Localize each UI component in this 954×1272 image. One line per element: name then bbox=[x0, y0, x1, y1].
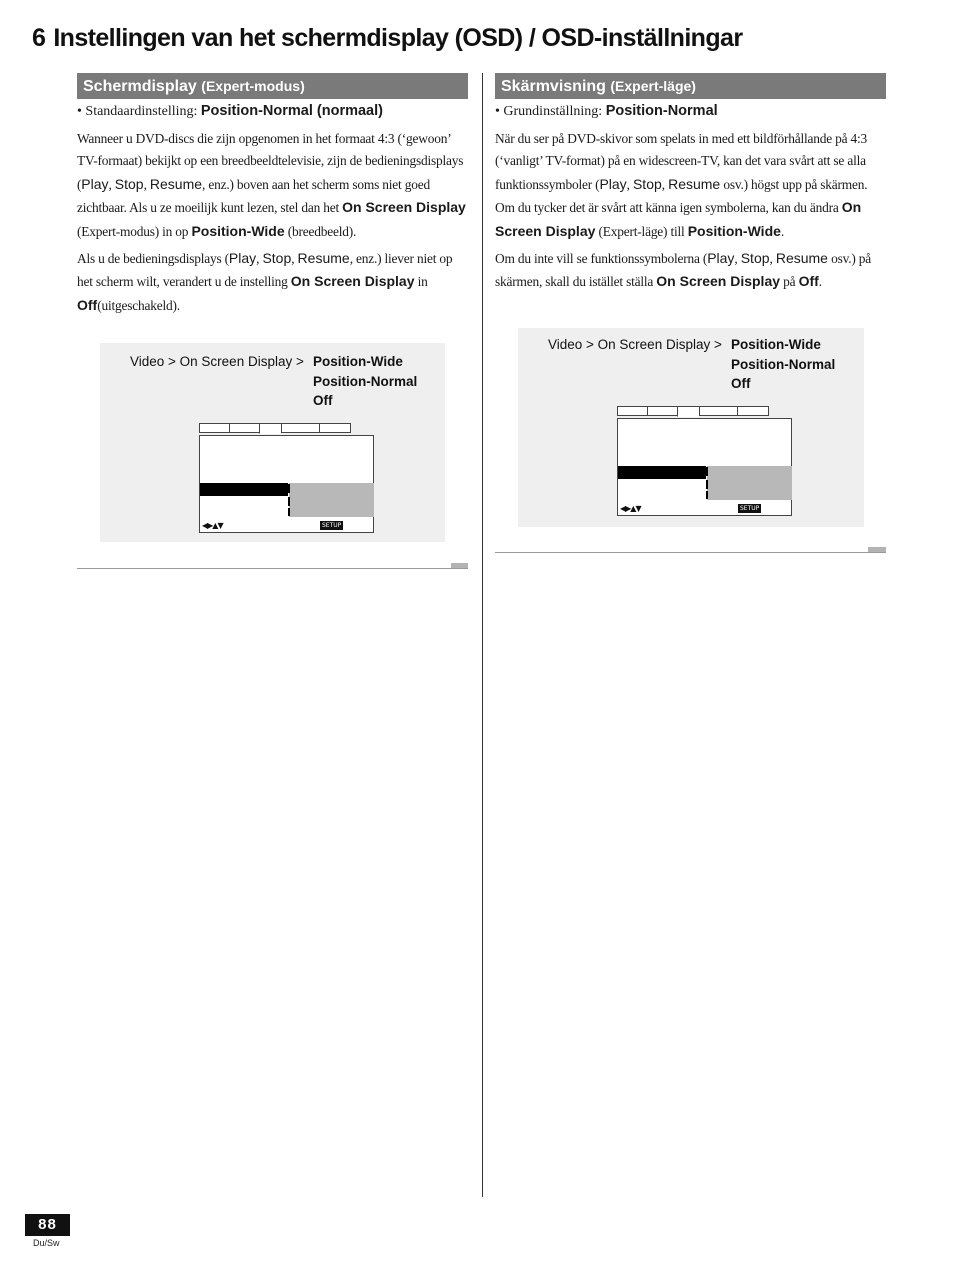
left-end-rule bbox=[77, 568, 468, 569]
tab bbox=[647, 406, 677, 416]
right-default-prefix: • Grundinställning: bbox=[495, 104, 606, 119]
text: på bbox=[780, 274, 799, 290]
resume-term: Resume bbox=[297, 250, 350, 267]
right-end-rule bbox=[495, 552, 886, 553]
right-menu-options bbox=[731, 335, 835, 394]
text: , bbox=[143, 176, 150, 192]
tab-video bbox=[259, 423, 281, 434]
text: (breedbeeld). bbox=[284, 223, 357, 239]
text: , bbox=[626, 176, 633, 192]
page-number: 88 bbox=[25, 1214, 70, 1236]
tab-video bbox=[677, 406, 699, 417]
setup-badge: SETUP bbox=[322, 522, 342, 529]
cursor-mark bbox=[706, 467, 708, 476]
text: . bbox=[818, 274, 822, 290]
option-position-normal: Position-Normal bbox=[731, 356, 836, 372]
text: Wanneer u DVD-discs die zijn opgenomen in het formaat 4:3 (‘gewoon’ TV-formaat) bekijkt op een breedbeeldtelevisie, zijn de bedieningsdisplays ( bbox=[77, 131, 464, 192]
cursor-mark bbox=[288, 484, 290, 493]
text: , bbox=[661, 176, 669, 192]
tab bbox=[319, 423, 351, 433]
right-column bbox=[495, 73, 886, 294]
text: När du ser på DVD-skivor som spelats in med ett bildförhållande på 4:3 (‘vanligt’ TV-format) på en widescreen-TV, kan det vara svårt att se alla funktionssymboler ( bbox=[495, 131, 868, 192]
right-osd-screen bbox=[617, 418, 792, 516]
text: (Expert-läge) till bbox=[595, 223, 688, 239]
text: , enz.) boven aan het scherm soms niet goed zichtbaar. Als u ze moeilijk kunt lezen, stel dan het bbox=[77, 176, 430, 216]
column-divider bbox=[482, 73, 483, 1197]
right-paragraph-1 bbox=[495, 128, 886, 243]
left-paragraph-1 bbox=[77, 128, 468, 243]
right-default-value: Position-Normal bbox=[605, 103, 718, 119]
osd-term: On Screen Display bbox=[656, 273, 781, 290]
left-default-value: Position-Normal (normaal) bbox=[200, 103, 383, 119]
left-menu-options bbox=[313, 352, 417, 411]
left-end-block bbox=[451, 563, 468, 568]
tab bbox=[281, 423, 319, 433]
right-default-setting bbox=[495, 101, 886, 122]
text: , bbox=[256, 251, 263, 267]
left-menu-illustration bbox=[100, 343, 445, 542]
osd-term: On Screen Display bbox=[495, 199, 862, 239]
left-heading-text: Schermdisplay bbox=[83, 78, 197, 95]
submenu-panel bbox=[707, 466, 792, 500]
stop-term: Stop bbox=[632, 175, 662, 192]
stop-term: Stop bbox=[740, 250, 770, 267]
right-heading-text: Skärmvisning bbox=[501, 78, 606, 95]
cursor-mark bbox=[706, 480, 708, 489]
option-position-wide: Position-Wide bbox=[731, 337, 821, 352]
selected-row-bar bbox=[200, 483, 288, 496]
arrow-keys-icon: ◀▶▲▼ bbox=[620, 504, 641, 513]
option-off: Off bbox=[313, 393, 333, 408]
chapter-title bbox=[32, 24, 932, 53]
right-end-block bbox=[868, 547, 886, 552]
selected-row-bar bbox=[618, 466, 706, 479]
language-code: Du/Sw bbox=[33, 1238, 60, 1248]
left-default-prefix: • Standaardinstelling: bbox=[77, 104, 201, 119]
right-paragraph-2 bbox=[495, 247, 886, 294]
setting-term: Position-Wide bbox=[687, 222, 781, 239]
stop-term: Stop bbox=[114, 175, 144, 192]
play-term: Play bbox=[81, 175, 109, 192]
right-menu-illustration bbox=[518, 328, 864, 527]
cursor-mark bbox=[706, 491, 708, 499]
osd-term: On Screen Display bbox=[290, 273, 415, 290]
osd-term: On Screen Display bbox=[342, 199, 466, 216]
play-term: Play bbox=[228, 250, 257, 267]
chapter-number: 6 bbox=[32, 24, 46, 52]
tab bbox=[229, 423, 259, 433]
off-term: Off bbox=[77, 296, 98, 313]
tab bbox=[699, 406, 737, 416]
text: in bbox=[414, 274, 428, 290]
text: . bbox=[780, 223, 785, 239]
resume-term: Resume bbox=[775, 250, 828, 267]
text: Om du inte vill se funktionssymbolerna ( bbox=[495, 251, 708, 267]
right-heading-sub: (Expert-läge) bbox=[610, 78, 696, 94]
tab bbox=[199, 423, 229, 433]
play-term: Play bbox=[599, 175, 627, 192]
right-screen-tabs bbox=[617, 406, 769, 417]
text: Als u de bedieningsdisplays ( bbox=[77, 251, 229, 267]
chapter-title-text: Instellingen van het schermdisplay (OSD) / OSD-inställningar bbox=[53, 24, 743, 52]
text: osv.) högst upp på skärmen. Om du tycker det är svårt att känna igen symbolerna, kan du ändra bbox=[495, 176, 868, 216]
left-osd-screen bbox=[199, 435, 374, 533]
right-menu-path: Video > On Screen Display > bbox=[548, 337, 722, 352]
play-term: Play bbox=[707, 250, 735, 267]
left-heading-sub: (Expert-modus) bbox=[201, 78, 305, 94]
text: , bbox=[108, 176, 115, 192]
submenu-panel bbox=[289, 483, 374, 517]
text: (Expert-modus) in op bbox=[77, 223, 192, 239]
text: , enz.) liever niet op het scherm wilt, verandert u de instelling bbox=[77, 251, 453, 290]
left-column bbox=[77, 73, 468, 317]
option-position-wide: Position-Wide bbox=[313, 354, 403, 369]
option-position-normal: Position-Normal bbox=[313, 373, 418, 389]
arrow-keys-icon: ◀▶▲▼ bbox=[202, 521, 223, 530]
right-section-heading bbox=[495, 73, 886, 99]
left-paragraph-2 bbox=[77, 247, 468, 317]
tab bbox=[737, 406, 769, 416]
text: , bbox=[291, 251, 298, 267]
off-term: Off bbox=[798, 273, 819, 290]
resume-term: Resume bbox=[668, 175, 721, 192]
text: (uitgeschakeld). bbox=[97, 297, 180, 313]
text: osv.) på skärmen, skall du istället ställa bbox=[495, 251, 872, 290]
setup-badge: SETUP bbox=[740, 505, 760, 512]
tab bbox=[617, 406, 647, 416]
option-off: Off bbox=[731, 376, 751, 391]
text: , bbox=[734, 251, 741, 267]
left-menu-path: Video > On Screen Display > bbox=[130, 354, 304, 369]
cursor-mark bbox=[288, 497, 290, 506]
setting-term: Position-Wide bbox=[191, 222, 285, 239]
resume-term: Resume bbox=[149, 175, 203, 192]
stop-term: Stop bbox=[262, 250, 292, 267]
text: , bbox=[769, 251, 776, 267]
cursor-mark bbox=[288, 508, 290, 516]
left-default-setting bbox=[77, 101, 468, 122]
left-screen-tabs bbox=[199, 423, 351, 434]
left-section-heading bbox=[77, 73, 468, 99]
